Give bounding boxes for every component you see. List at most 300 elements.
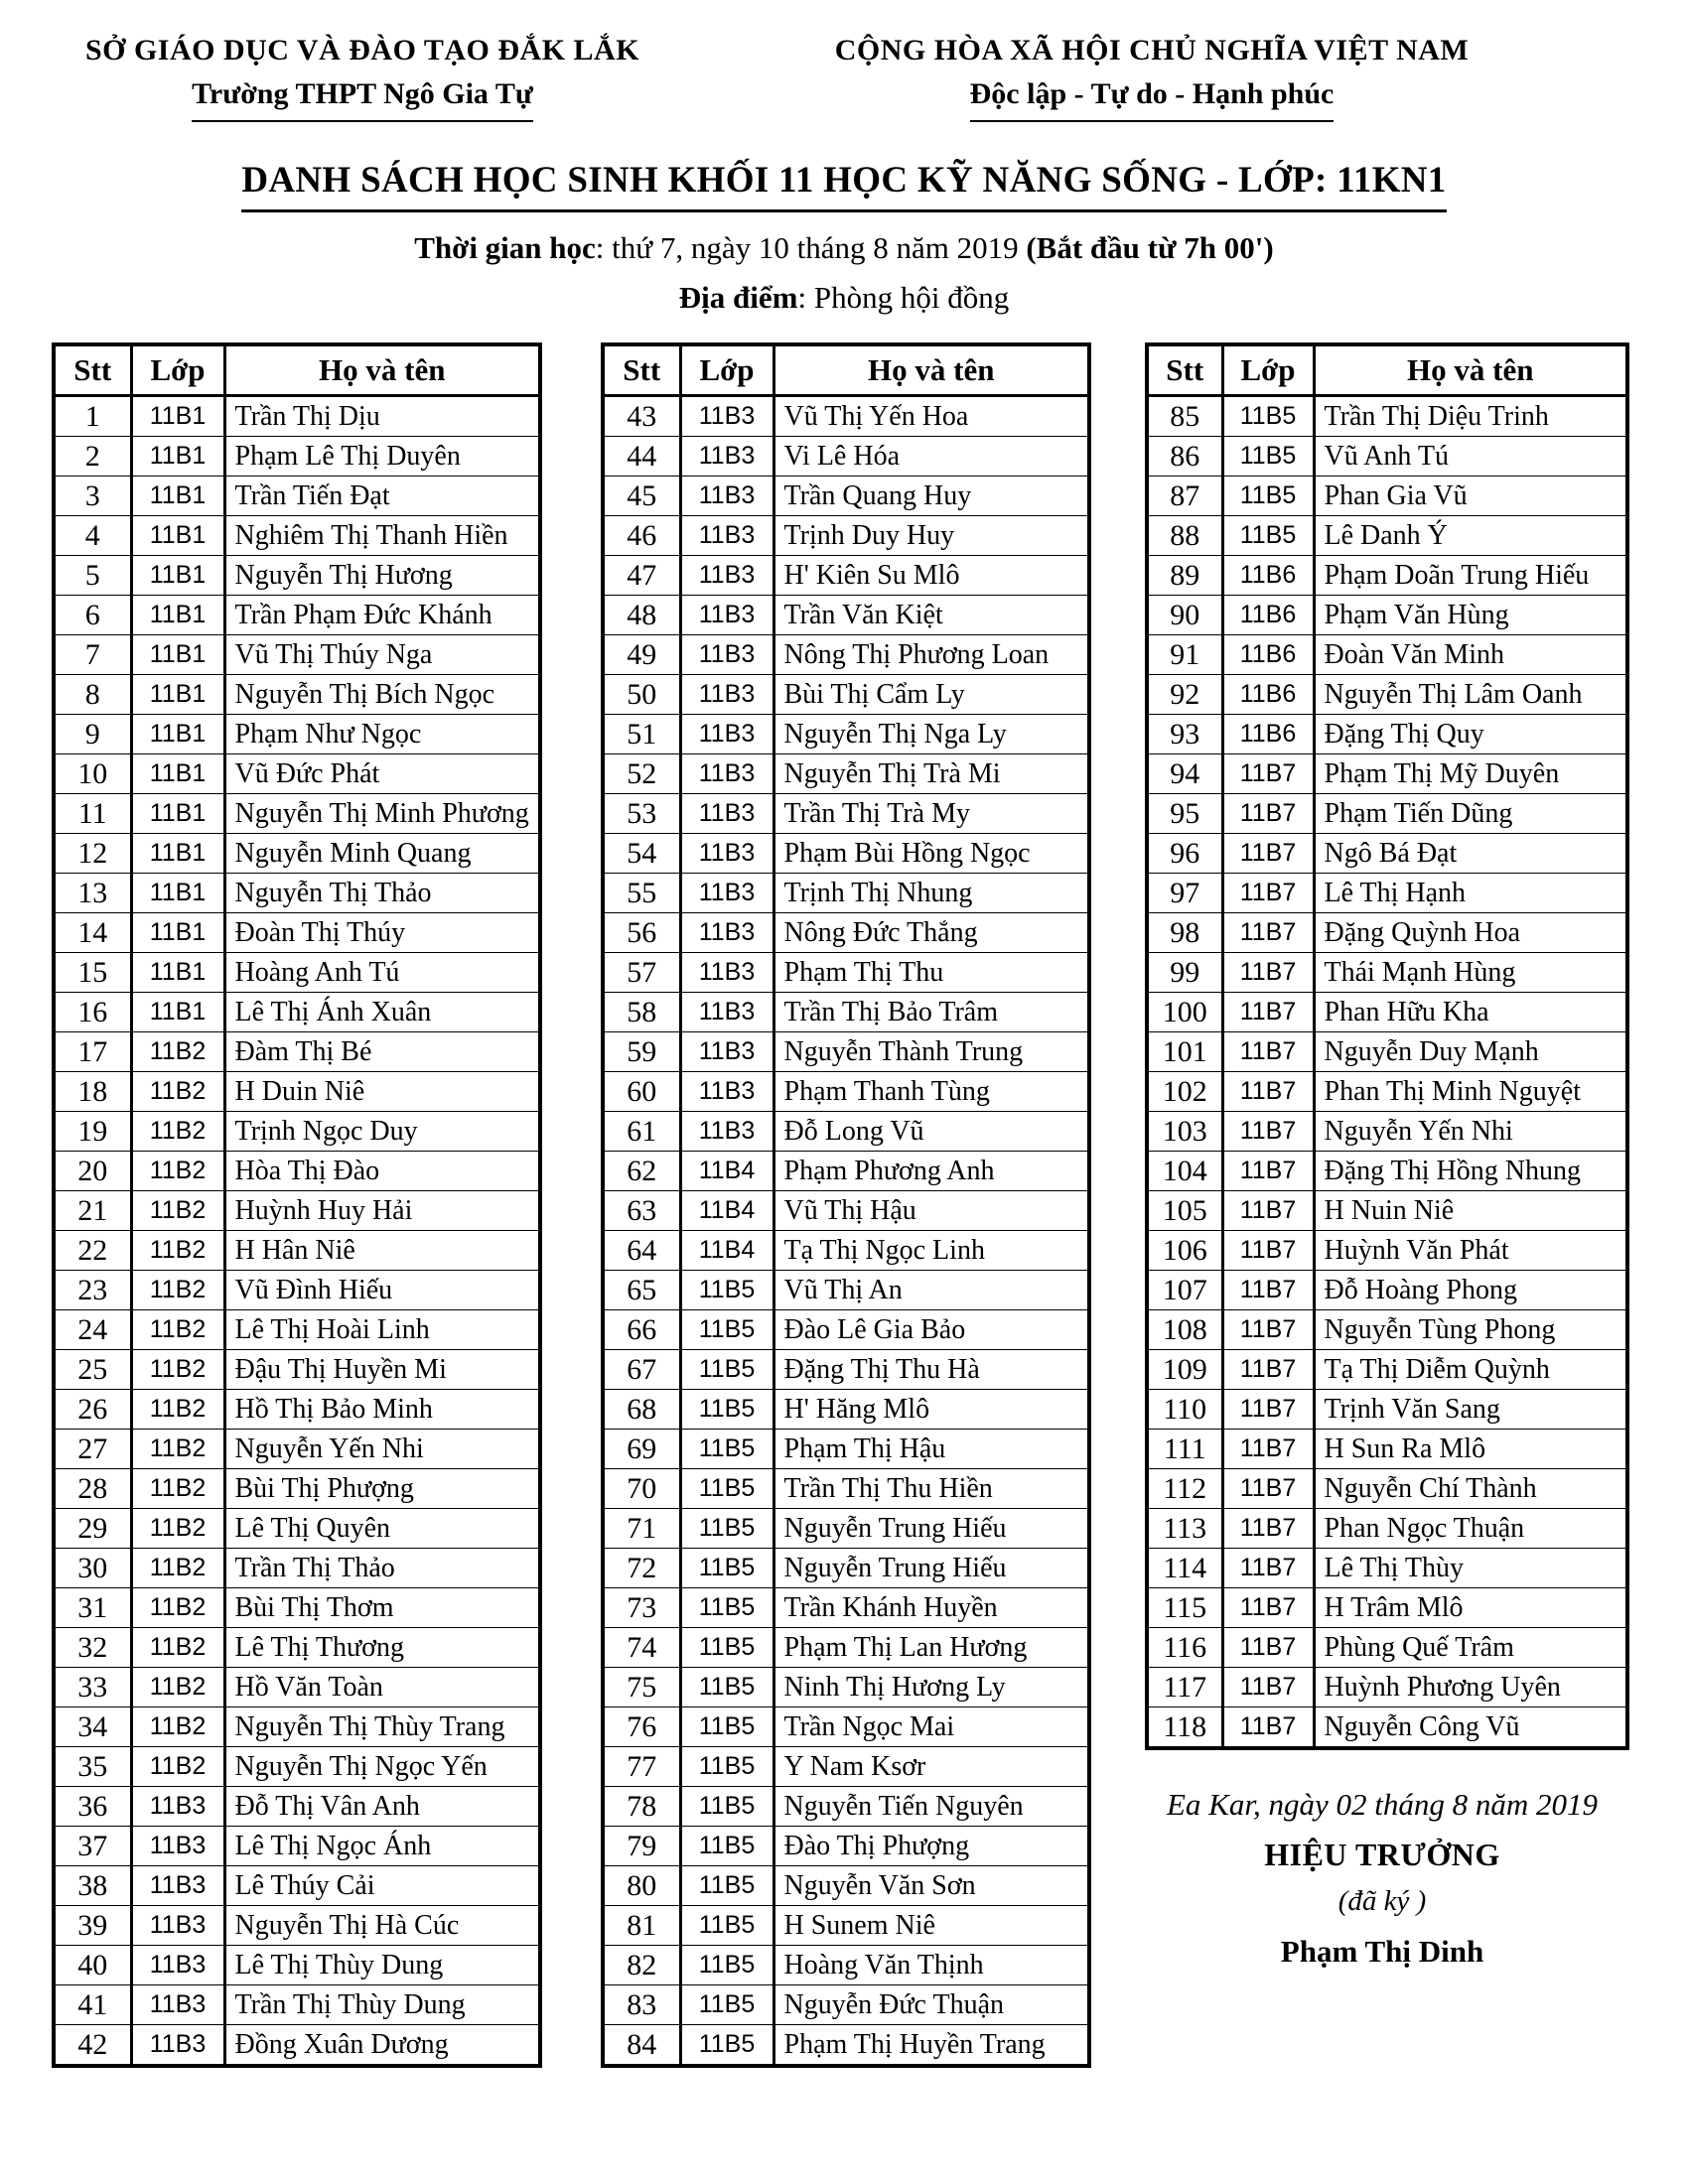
name-cell: Phạm Văn Hùng [1314,596,1627,635]
stt-cell: 77 [603,1747,680,1787]
student-row [54,396,540,437]
student-row [603,556,1089,596]
class-cell: 11B3 [131,1827,224,1866]
student-row [603,1112,1089,1152]
column-header-class: Lớp [1222,344,1314,396]
class-cell: 11B3 [131,1985,224,2025]
student-row [603,437,1089,477]
stt-cell: 31 [54,1588,131,1628]
student-row [54,1310,540,1350]
name-cell: Đào Thị Phượng [774,1827,1089,1866]
class-cell: 11B7 [1222,953,1314,993]
student-row [603,834,1089,874]
name-cell: Hoàng Anh Tú [224,953,540,993]
name-cell: Đoàn Thị Thúy [224,913,540,953]
schedule-start-time: (Bắt đầu từ 7h 00') [1026,230,1274,265]
stt-cell: 108 [1147,1310,1222,1350]
schedule-line [0,230,1688,266]
student-row [1147,1191,1627,1231]
class-cell: 11B1 [131,754,224,794]
class-cell: 11B2 [131,1668,224,1707]
class-cell: 11B1 [131,516,224,556]
student-row [1147,516,1627,556]
class-cell: 11B3 [680,1032,774,1072]
stt-cell: 103 [1147,1112,1222,1152]
stt-cell: 106 [1147,1231,1222,1271]
name-cell: Trần Phạm Đức Khánh [224,596,540,635]
class-cell: 11B5 [680,1350,774,1390]
name-cell: Phan Thị Minh Nguyệt [1314,1072,1627,1112]
student-row [603,754,1089,794]
stt-cell: 89 [1147,556,1222,596]
student-row [54,1906,540,1946]
column-header-name: Họ và tên [224,344,540,396]
student-row [1147,1350,1627,1390]
stt-cell: 61 [603,1112,680,1152]
student-row [54,1866,540,1906]
stt-cell: 36 [54,1787,131,1827]
student-row [603,993,1089,1032]
student-row [603,2025,1089,2067]
name-cell: Nguyễn Tiến Nguyên [774,1787,1089,1827]
stt-cell: 30 [54,1549,131,1588]
class-cell: 11B7 [1222,1390,1314,1430]
name-cell: H' Hăng Mlô [774,1390,1089,1430]
name-cell: Vũ Thị Hậu [774,1191,1089,1231]
stt-cell: 104 [1147,1152,1222,1191]
class-cell: 11B3 [680,437,774,477]
student-row [54,874,540,913]
class-cell: 11B2 [131,1469,224,1509]
stt-cell: 60 [603,1072,680,1112]
class-cell: 11B3 [131,2025,224,2067]
student-row [54,993,540,1032]
class-cell: 11B5 [680,1787,774,1827]
stt-cell: 13 [54,874,131,913]
class-cell: 11B3 [680,1112,774,1152]
class-cell: 11B7 [1222,1350,1314,1390]
stt-cell: 25 [54,1350,131,1390]
name-cell: Trần Tiến Đạt [224,477,540,516]
table-header-row [603,344,1089,396]
student-row [1147,1390,1627,1430]
name-cell: Nghiêm Thị Thanh Hiền [224,516,540,556]
class-cell: 11B1 [131,477,224,516]
stt-cell: 7 [54,635,131,675]
name-cell: Nguyễn Thị Thùy Trang [224,1707,540,1747]
class-cell: 11B2 [131,1707,224,1747]
column-header-name: Họ và tên [1314,344,1627,396]
class-cell: 11B2 [131,1549,224,1588]
student-row [603,596,1089,635]
stt-cell: 47 [603,556,680,596]
column-header-name: Họ và tên [774,344,1089,396]
stt-cell: 50 [603,675,680,715]
class-cell: 11B1 [131,675,224,715]
stt-cell: 102 [1147,1072,1222,1112]
stt-cell: 67 [603,1350,680,1390]
student-table-1 [52,342,542,2068]
student-row [1147,1668,1627,1707]
stt-cell: 18 [54,1072,131,1112]
name-cell: Đàm Thị Bé [224,1032,540,1072]
name-cell: Phan Ngọc Thuận [1314,1509,1627,1549]
student-row [1147,754,1627,794]
student-row [603,1827,1089,1866]
student-row [54,437,540,477]
student-row [603,1231,1089,1271]
stt-cell: 92 [1147,675,1222,715]
class-cell: 11B7 [1222,993,1314,1032]
student-row [603,1906,1089,1946]
class-cell: 11B5 [680,1866,774,1906]
stt-cell: 56 [603,913,680,953]
stt-cell: 32 [54,1628,131,1668]
stt-cell: 75 [603,1668,680,1707]
name-cell: Đoàn Văn Minh [1314,635,1627,675]
class-cell: 11B3 [680,993,774,1032]
stt-cell: 59 [603,1032,680,1072]
stt-cell: 72 [603,1549,680,1588]
stt-cell: 87 [1147,477,1222,516]
class-cell: 11B5 [680,1390,774,1430]
student-row [603,1191,1089,1231]
name-cell: Đỗ Thị Vân Anh [224,1787,540,1827]
stt-cell: 113 [1147,1509,1222,1549]
student-row [54,2025,540,2067]
class-cell: 11B2 [131,1191,224,1231]
class-cell: 11B2 [131,1112,224,1152]
class-cell: 11B6 [1222,675,1314,715]
name-cell: Bùi Thị Phượng [224,1469,540,1509]
name-cell: Vi Lê Hóa [774,437,1089,477]
class-cell: 11B2 [131,1430,224,1469]
class-cell: 11B5 [680,1271,774,1310]
stt-cell: 91 [1147,635,1222,675]
class-cell: 11B5 [680,1509,774,1549]
student-row [1147,1707,1627,1749]
stt-cell: 65 [603,1271,680,1310]
class-cell: 11B1 [131,834,224,874]
name-cell: Phạm Thị Mỹ Duyên [1314,754,1627,794]
student-row [54,1271,540,1310]
stt-cell: 38 [54,1866,131,1906]
class-cell: 11B5 [680,1985,774,2025]
class-cell: 11B7 [1222,1549,1314,1588]
student-row [603,1271,1089,1310]
class-cell: 11B3 [680,635,774,675]
class-cell: 11B4 [680,1152,774,1191]
name-cell: Trần Thị Thùy Dung [224,1985,540,2025]
stt-cell: 45 [603,477,680,516]
stt-cell: 48 [603,596,680,635]
class-cell: 11B3 [680,913,774,953]
name-cell: Phạm Bùi Hồng Ngọc [774,834,1089,874]
stt-cell: 83 [603,1985,680,2025]
student-row [603,1430,1089,1469]
title-row [0,159,1688,212]
student-row [603,1628,1089,1668]
student-row [1147,715,1627,754]
student-row [603,1588,1089,1628]
class-cell: 11B7 [1222,1668,1314,1707]
stt-cell: 27 [54,1430,131,1469]
class-cell: 11B3 [680,794,774,834]
name-cell: Nguyễn Thị Hương [224,556,540,596]
stt-cell: 112 [1147,1469,1222,1509]
stt-cell: 80 [603,1866,680,1906]
name-cell: Phạm Như Ngọc [224,715,540,754]
student-row [54,596,540,635]
name-cell: Nông Đức Thắng [774,913,1089,953]
stt-cell: 51 [603,715,680,754]
class-cell: 11B3 [680,596,774,635]
class-cell: 11B5 [680,1707,774,1747]
student-row [603,1469,1089,1509]
stt-cell: 90 [1147,596,1222,635]
name-cell: H Duin Niê [224,1072,540,1112]
stt-cell: 37 [54,1827,131,1866]
name-cell: Phạm Thị Huyền Trang [774,2025,1089,2067]
student-row [54,1588,540,1628]
name-cell: Nguyễn Thị Bích Ngọc [224,675,540,715]
name-cell: Trịnh Văn Sang [1314,1390,1627,1430]
stt-cell: 107 [1147,1271,1222,1310]
name-cell: Phạm Tiến Dũng [1314,794,1627,834]
stt-cell: 40 [54,1946,131,1985]
class-cell: 11B3 [680,715,774,754]
class-cell: 11B7 [1222,1072,1314,1112]
class-cell: 11B5 [680,1469,774,1509]
student-row [1147,993,1627,1032]
stt-cell: 15 [54,953,131,993]
name-cell: Phạm Phương Anh [774,1152,1089,1191]
name-cell: Lê Thị Ánh Xuân [224,993,540,1032]
student-row [54,1827,540,1866]
stt-cell: 46 [603,516,680,556]
student-row [1147,1032,1627,1072]
name-cell: Nguyễn Văn Sơn [774,1866,1089,1906]
class-cell: 11B5 [1222,516,1314,556]
name-cell: Hoàng Văn Thịnh [774,1946,1089,1985]
stt-cell: 116 [1147,1628,1222,1668]
class-cell: 11B3 [131,1946,224,1985]
stt-cell: 52 [603,754,680,794]
stt-cell: 98 [1147,913,1222,953]
student-row [603,1787,1089,1827]
student-row [54,516,540,556]
class-cell: 11B1 [131,993,224,1032]
name-cell: Lê Thị Quyên [224,1509,540,1549]
name-cell: Nguyễn Tùng Phong [1314,1310,1627,1350]
name-cell: Nguyễn Thành Trung [774,1032,1089,1072]
class-cell: 11B2 [131,1152,224,1191]
student-row [603,1152,1089,1191]
class-cell: 11B1 [131,437,224,477]
header-national-block [809,34,1494,122]
class-cell: 11B3 [131,1787,224,1827]
student-row [1147,1310,1627,1350]
stt-cell: 95 [1147,794,1222,834]
location-label: Địa điểm [678,280,798,315]
stt-cell: 23 [54,1271,131,1310]
stt-cell: 26 [54,1390,131,1430]
class-cell: 11B3 [680,1072,774,1112]
class-cell: 11B3 [131,1906,224,1946]
stt-cell: 100 [1147,993,1222,1032]
name-cell: H Sun Ra Mlô [1314,1430,1627,1469]
student-row [54,1747,540,1787]
student-row [54,1509,540,1549]
name-cell: Đậu Thị Huyền Mi [224,1350,540,1390]
stt-cell: 109 [1147,1350,1222,1390]
student-row [603,396,1089,437]
name-cell: Phạm Thị Hậu [774,1430,1089,1469]
name-cell: Nguyễn Duy Mạnh [1314,1032,1627,1072]
student-row [603,1072,1089,1112]
name-cell: Trần Thị Bảo Trâm [774,993,1089,1032]
class-cell: 11B7 [1222,1191,1314,1231]
class-cell: 11B7 [1222,1271,1314,1310]
stt-cell: 86 [1147,437,1222,477]
name-cell: Nguyễn Yến Nhi [224,1430,540,1469]
stt-cell: 22 [54,1231,131,1271]
name-cell: Trần Văn Kiệt [774,596,1089,635]
class-cell: 11B1 [131,556,224,596]
stt-cell: 85 [1147,396,1222,437]
student-row [603,1747,1089,1787]
column-header-class: Lớp [131,344,224,396]
class-cell: 11B6 [1222,596,1314,635]
name-cell: Lê Danh Ý [1314,516,1627,556]
student-row [1147,1549,1627,1588]
name-cell: Nguyễn Trung Hiếu [774,1509,1089,1549]
student-row [1147,437,1627,477]
class-cell: 11B7 [1222,754,1314,794]
name-cell: Trần Khánh Huyền [774,1588,1089,1628]
student-row [54,953,540,993]
student-row [54,675,540,715]
class-cell: 11B6 [1222,556,1314,596]
stt-cell: 111 [1147,1430,1222,1469]
student-row [54,1032,540,1072]
name-cell: Trần Thị Trà My [774,794,1089,834]
name-cell: Lê Thị Ngọc Ánh [224,1827,540,1866]
class-cell: 11B7 [1222,1509,1314,1549]
stt-cell: 49 [603,635,680,675]
class-cell: 11B3 [680,516,774,556]
student-row [54,1430,540,1469]
national-motto: Độc lập - Tự do - Hạnh phúc [970,77,1335,122]
name-cell: Đặng Quỳnh Hoa [1314,913,1627,953]
stt-cell: 28 [54,1469,131,1509]
student-row [1147,1231,1627,1271]
class-cell: 11B7 [1222,1430,1314,1469]
national-title: CỘNG HÒA XÃ HỘI CHỦ NGHĨA VIỆT NAM [834,34,1470,67]
name-cell: Phạm Thị Thu [774,953,1089,993]
class-cell: 11B1 [131,953,224,993]
name-cell: H' Kiên Su Mlô [774,556,1089,596]
name-cell: Đào Lê Gia Bảo [774,1310,1089,1350]
student-row [1147,874,1627,913]
name-cell: Nguyễn Thị Thảo [224,874,540,913]
stt-cell: 84 [603,2025,680,2067]
stt-cell: 99 [1147,953,1222,993]
class-cell: 11B7 [1222,1628,1314,1668]
class-cell: 11B7 [1222,1707,1314,1749]
stt-cell: 21 [54,1191,131,1231]
stt-cell: 118 [1147,1707,1222,1749]
student-row [54,477,540,516]
student-row [54,1707,540,1747]
name-cell: Hồ Văn Toàn [224,1668,540,1707]
student-row [54,1787,540,1827]
class-cell: 11B7 [1222,794,1314,834]
name-cell: Nguyễn Chí Thành [1314,1469,1627,1509]
class-cell: 11B5 [1222,437,1314,477]
name-cell: H Trâm Mlô [1314,1588,1627,1628]
stt-cell: 101 [1147,1032,1222,1072]
name-cell: Nguyễn Công Vũ [1314,1707,1627,1749]
class-cell: 11B5 [680,1747,774,1787]
student-row [1147,1430,1627,1469]
stt-cell: 8 [54,675,131,715]
stt-cell: 96 [1147,834,1222,874]
name-cell: Lê Thị Hạnh [1314,874,1627,913]
class-cell: 11B4 [680,1191,774,1231]
name-cell: Trịnh Thị Nhung [774,874,1089,913]
header-department-block [55,34,670,122]
column-header-stt: Stt [54,344,131,396]
stt-cell: 55 [603,874,680,913]
name-cell: Trần Thị Diệu Trinh [1314,396,1627,437]
student-row [1147,1628,1627,1668]
student-row [603,953,1089,993]
student-row [54,1628,540,1668]
stt-cell: 82 [603,1946,680,1985]
name-cell: Trần Thị Thảo [224,1549,540,1588]
class-cell: 11B5 [680,1549,774,1588]
name-cell: Phùng Quế Trâm [1314,1628,1627,1668]
student-table-3 [1145,342,1629,1750]
name-cell: Lê Thúy Cải [224,1866,540,1906]
stt-cell: 24 [54,1310,131,1350]
student-row [1147,1152,1627,1191]
stt-cell: 2 [54,437,131,477]
student-table-2 [601,342,1091,2068]
stt-cell: 43 [603,396,680,437]
name-cell: Vũ Anh Tú [1314,437,1627,477]
student-row [603,1985,1089,2025]
name-cell: Vũ Đình Hiếu [224,1271,540,1310]
name-cell: Nguyễn Minh Quang [224,834,540,874]
name-cell: Trần Quang Huy [774,477,1089,516]
stt-cell: 69 [603,1430,680,1469]
name-cell: H Nuin Niê [1314,1191,1627,1231]
student-row [1147,1588,1627,1628]
stt-cell: 41 [54,1985,131,2025]
stt-cell: 5 [54,556,131,596]
name-cell: Tạ Thị Ngọc Linh [774,1231,1089,1271]
name-cell: Bùi Thị Thơm [224,1588,540,1628]
stt-cell: 14 [54,913,131,953]
student-row [603,675,1089,715]
student-row [54,1152,540,1191]
name-cell: Đỗ Long Vũ [774,1112,1089,1152]
class-cell: 11B7 [1222,913,1314,953]
student-row [1147,834,1627,874]
stt-cell: 63 [603,1191,680,1231]
